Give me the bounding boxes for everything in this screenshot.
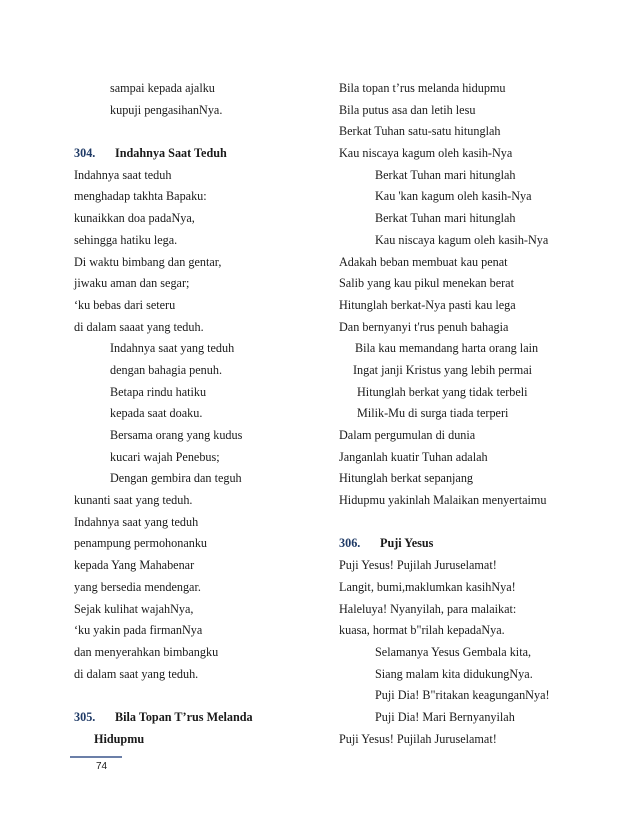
chorus-line: Selamanya Yesus Gembala kita,: [375, 644, 532, 659]
left-column: [74, 80, 324, 752]
chorus-line: Kau 'kan kagum oleh kasih-Nya: [375, 189, 532, 204]
hymn-title: Indahnya Saat Teduh: [115, 146, 227, 161]
verse-line: Hidupmu yakinlah Malaikan menyertaimu: [339, 493, 547, 508]
chorus-line: kucari wajah Penebus;: [110, 449, 220, 464]
verse-line: Langit, bumi,maklumkan kasihNya!: [339, 579, 516, 594]
verse-line: di dalam saat yang teduh.: [74, 666, 199, 681]
chorus-line: Indahnya saat yang teduh: [110, 341, 235, 356]
chorus-line: Puji Dia! Mari Bernyanyilah: [375, 709, 515, 724]
footer-rule: [70, 756, 122, 758]
verse-line: kunaikkan doa padaNya,: [74, 211, 195, 226]
chorus-line: Betapa rindu hatiku: [110, 384, 207, 399]
verse-line: Bila topan t’rus melanda hidupmu: [339, 81, 506, 95]
verse-line: Janganlah kuatir Tuhan adalah: [339, 449, 488, 464]
right-column: [339, 80, 629, 752]
hymn-heading-306: [339, 535, 629, 557]
hymn-number: 306.: [339, 536, 361, 551]
verse-line: Bila putus asa dan letih lesu: [339, 102, 476, 117]
spacer: [74, 687, 324, 709]
page-number: 74: [96, 761, 108, 772]
verse-line: Milik-Mu di surga tiada terperi: [357, 406, 509, 421]
hymn-heading-305: [74, 709, 324, 731]
verse-line: kunanti saat yang teduh.: [74, 493, 193, 508]
chorus-line: Siang malam kita didukungNya.: [375, 666, 533, 681]
verse-line: Indahnya saat yang teduh: [74, 514, 199, 529]
hymn-title-continuation: Hidupmu: [94, 731, 145, 746]
verse-line: Sejak kulihat wajahNya,: [74, 601, 194, 616]
verse-line: yang bersedia mendengar.: [74, 579, 201, 594]
verse-line: sehingga hatiku lega.: [74, 232, 178, 247]
verse-line: menghadap takhta Bapaku:: [74, 189, 207, 204]
chorus-line: dengan bahagia penuh.: [110, 362, 223, 377]
chorus-line: Kau niscaya kagum oleh kasih-Nya: [375, 232, 549, 247]
spacer: [74, 123, 324, 145]
verse-line: Hitunglah berkat sepanjang: [339, 471, 474, 486]
chorus-line: Puji Dia! B"ritakan keagunganNya!: [375, 688, 550, 703]
verse-line: Salib yang kau pikul menekan berat: [339, 276, 514, 291]
chorus-line: Bersama orang yang kudus: [110, 428, 243, 442]
hymn-title: Puji Yesus: [380, 536, 434, 551]
hymn-heading-304: [74, 145, 324, 167]
verse-line: ‘ku yakin pada firmanNya: [74, 623, 203, 638]
spacer: [339, 514, 629, 536]
verse-line: jiwaku aman dan segar;: [74, 276, 190, 291]
verse-line: Dan bernyanyi t'rus penuh bahagia: [339, 319, 509, 334]
chorus-line: Dengan gembira dan teguh: [110, 471, 242, 486]
chorus-line: Berkat Tuhan mari hitunglah: [375, 211, 516, 226]
verse-line: sampai kepada ajalku: [110, 81, 215, 95]
hymn-number: 304.: [74, 146, 96, 161]
hymn-number: 305.: [74, 709, 96, 724]
verse-line: Kau niscaya kagum oleh kasih-Nya: [339, 146, 513, 161]
verse-line: Puji Yesus! Pujilah Juruselamat!: [339, 558, 497, 573]
verse-line: Bila kau memandang harta orang lain: [355, 341, 539, 356]
verse-line: kupuji pengasihanNya.: [110, 102, 223, 117]
verse-line: penampung permohonanku: [74, 536, 208, 551]
verse-line: Di waktu bimbang dan gentar,: [74, 254, 222, 269]
verse-line: dan menyerahkan bimbangku: [74, 644, 219, 659]
hymn-title: Bila Topan T’rus Melanda: [115, 709, 253, 724]
verse-line: Puji Yesus! Pujilah Juruselamat!: [339, 731, 497, 746]
verse-line: kepada Yang Mahabenar: [74, 558, 195, 573]
chorus-line: Berkat Tuhan mari hitunglah: [375, 167, 516, 182]
verse-line: di dalam saaat yang teduh.: [74, 319, 204, 334]
verse-line: Berkat Tuhan satu-satu hitunglah: [339, 124, 501, 139]
verse-line: Hitunglah berkat yang tidak terbeli: [357, 384, 528, 399]
chorus-line: kepada saat doaku.: [110, 406, 203, 421]
verse-line: Haleluya! Nyanyilah, para malaikat:: [339, 601, 517, 616]
verse-line: Hitunglah berkat-Nya pasti kau lega: [339, 297, 516, 312]
verse-line: Indahnya saat teduh: [74, 167, 172, 182]
verse-line: Dalam pergumulan di dunia: [339, 428, 476, 442]
verse-line: ‘ku bebas dari seteru: [74, 297, 176, 312]
verse-line: kuasa, hormat b"rilah kepadaNya.: [339, 623, 505, 638]
verse-line: Adakah beban membuat kau penat: [339, 254, 508, 269]
verse-line: Ingat janji Kristus yang lebih permai: [353, 362, 533, 377]
